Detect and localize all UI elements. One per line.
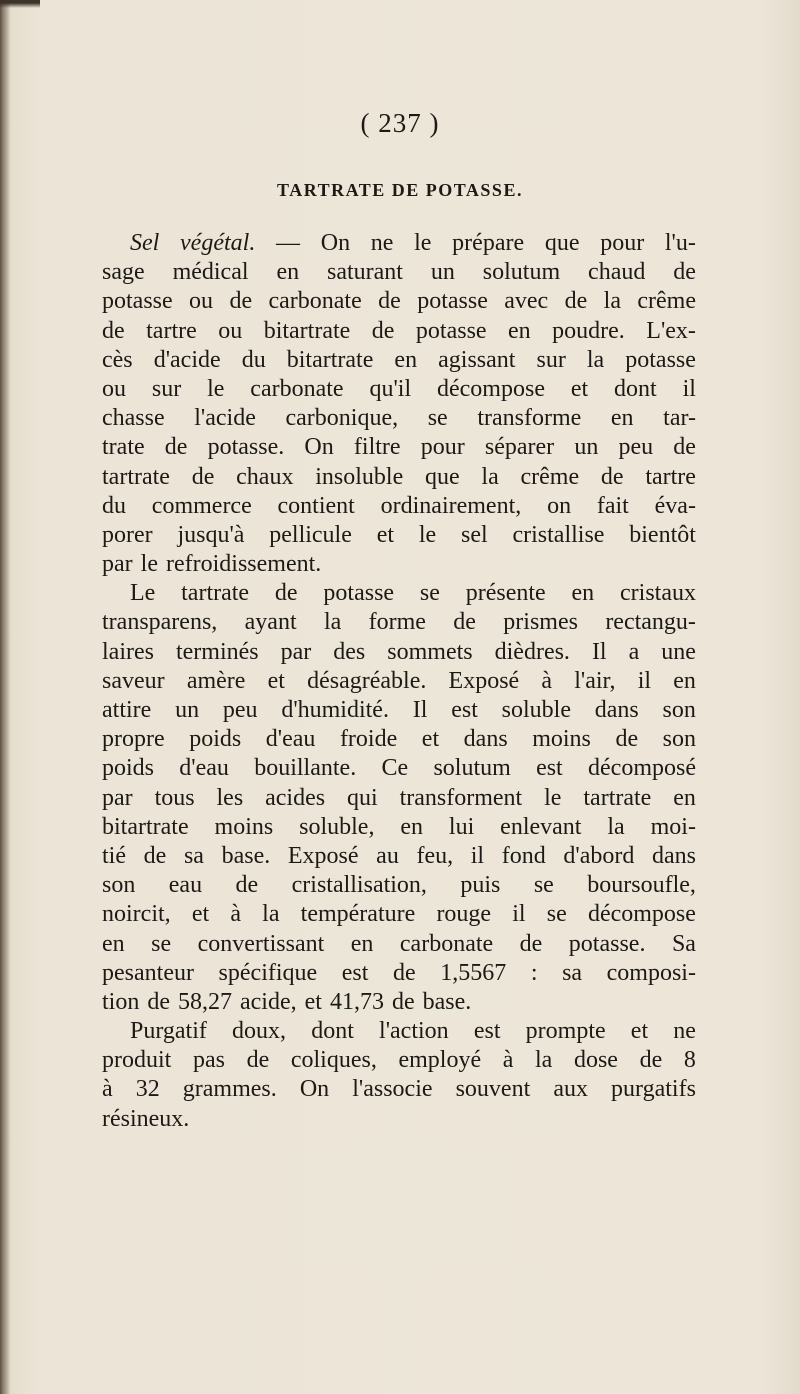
word: d'humidité. — [281, 697, 389, 723]
word: dans — [652, 842, 696, 869]
word: poudre. — [552, 317, 625, 344]
word: transparens, — [102, 609, 218, 636]
word: porer — [102, 521, 153, 548]
word: potasse. — [207, 434, 285, 461]
word: coliques, — [290, 1047, 377, 1074]
word: la — [603, 288, 621, 315]
word: L'ex- — [646, 317, 696, 344]
word: Sel — [130, 230, 160, 256]
word: le — [207, 375, 225, 402]
word: cristallise — [512, 521, 605, 548]
word: l'action — [379, 1018, 449, 1045]
text-line — [102, 492, 696, 521]
word: ne — [370, 230, 394, 256]
word: peu — [222, 697, 258, 723]
word: l'acide — [194, 405, 256, 432]
word: se — [427, 405, 448, 432]
word: bitartrate — [286, 346, 374, 373]
word: aux — [553, 1076, 588, 1103]
word: désagréable. — [307, 667, 427, 694]
word: froide — [339, 726, 398, 753]
word: de — [600, 463, 624, 490]
word: de — [147, 988, 170, 1015]
word: composi- — [606, 959, 696, 986]
word: séparer — [484, 434, 555, 461]
word: ou — [218, 317, 243, 344]
word: la — [262, 901, 280, 928]
word: à — [102, 1076, 113, 1103]
text-line — [102, 1046, 696, 1075]
word: carbonate — [399, 930, 494, 957]
word: de — [639, 1047, 663, 1074]
word: a — [628, 638, 640, 665]
word: ou — [189, 288, 214, 315]
word: carbonate — [250, 375, 344, 402]
text-line — [102, 521, 696, 550]
word: tion — [102, 988, 140, 1015]
text-line — [102, 900, 696, 929]
word: son — [662, 726, 696, 753]
word: rectangu- — [605, 609, 696, 636]
word: son — [102, 872, 136, 899]
text-line — [102, 959, 696, 988]
word: eau — [168, 872, 203, 899]
word: et — [570, 375, 589, 402]
word: bouillante. — [254, 755, 357, 782]
word: d'eau — [179, 755, 229, 782]
word: de — [164, 434, 188, 461]
word: dont — [614, 375, 657, 402]
body-text — [102, 229, 696, 1134]
word: sommets — [387, 638, 473, 665]
text-line — [102, 608, 696, 637]
word: de — [235, 872, 259, 899]
word: se — [151, 930, 172, 957]
word: prépare — [452, 230, 525, 256]
word: résineux. — [102, 1105, 190, 1132]
word: pas — [192, 1047, 225, 1074]
word: il — [637, 667, 652, 694]
word: décomposé — [588, 755, 696, 782]
text-line — [102, 287, 696, 316]
text-line — [102, 404, 696, 433]
word: Purgatif — [130, 1018, 207, 1045]
word: feu, — [416, 842, 454, 869]
word: tartre — [146, 317, 197, 344]
word: les — [216, 784, 244, 811]
word: Sa — [671, 930, 696, 957]
word: convertissant — [197, 930, 325, 957]
word: par — [280, 638, 312, 665]
word: carbonique, — [285, 405, 399, 432]
word: et — [191, 901, 210, 928]
word: prompte — [525, 1018, 606, 1045]
word: — — [276, 230, 301, 256]
word: grammes. — [182, 1076, 277, 1103]
word: transforment — [399, 784, 523, 811]
word: de — [102, 317, 125, 344]
word: employé — [398, 1047, 482, 1074]
word: un — [574, 434, 599, 461]
word: filtre — [353, 434, 401, 461]
word: de — [371, 317, 395, 344]
word: bitartrate — [102, 813, 189, 840]
word: de — [274, 580, 298, 607]
word: il — [682, 375, 696, 402]
word: trate — [102, 434, 145, 461]
word: que — [544, 230, 580, 256]
word: laires — [102, 638, 154, 665]
word: de — [143, 842, 167, 869]
text-line — [102, 463, 696, 492]
word: Il — [412, 697, 428, 723]
word: potasse — [102, 288, 173, 315]
word: au — [376, 842, 399, 869]
corner-mark — [0, 0, 40, 8]
word: en — [508, 317, 531, 344]
word: qui — [347, 784, 378, 811]
word: base. — [221, 842, 271, 869]
word: forme — [368, 609, 426, 636]
word: la — [323, 609, 342, 636]
word: bientôt — [629, 521, 696, 548]
word: présente — [465, 580, 546, 607]
text-line — [102, 317, 696, 346]
word: base. — [422, 988, 472, 1015]
word: soluble — [501, 697, 571, 723]
word: fait — [596, 492, 629, 519]
word: en — [673, 784, 696, 811]
word: solutum — [482, 259, 561, 286]
word: chaux — [236, 463, 294, 490]
word: et — [304, 988, 322, 1015]
word: se — [419, 580, 440, 607]
text-line — [102, 696, 696, 725]
word: 32 — [135, 1076, 160, 1103]
word: éva- — [654, 492, 696, 519]
word: commerce — [151, 492, 252, 519]
word: à — [541, 667, 553, 694]
word: solutum — [433, 755, 511, 782]
word: de — [453, 609, 476, 636]
section-title: TARTRATE DE POTASSE. — [277, 180, 523, 200]
binding-edge — [0, 0, 10, 1394]
word: refroidissement. — [165, 551, 322, 578]
word: du — [102, 492, 126, 519]
paragraph-usage — [102, 1017, 696, 1134]
word: tié — [102, 842, 126, 869]
word: ne — [673, 1018, 696, 1045]
text-line — [102, 229, 696, 258]
word: à — [230, 901, 241, 928]
word: est — [341, 959, 369, 986]
word: se — [533, 872, 554, 899]
word: sur — [536, 346, 566, 373]
word: un — [175, 697, 200, 723]
word: crême — [637, 288, 696, 315]
word: qu'il — [369, 375, 412, 402]
word: Exposé — [287, 842, 359, 869]
word: végétal. — [180, 230, 256, 256]
word: contient — [277, 492, 355, 519]
text-line — [102, 638, 696, 667]
word: il — [470, 842, 485, 869]
word: On — [299, 1076, 330, 1103]
word: amère — [186, 667, 246, 694]
word: se — [546, 901, 567, 928]
word: en — [394, 346, 418, 373]
word: potasse — [323, 580, 395, 607]
word: bitartrate — [263, 317, 351, 344]
word: cristallisation, — [291, 872, 427, 899]
word: il — [512, 901, 526, 928]
text-line — [102, 1075, 696, 1104]
word: de — [673, 434, 696, 461]
word: moi- — [650, 813, 696, 840]
word: Ce — [381, 755, 409, 782]
word: la — [481, 463, 499, 490]
word: dans — [594, 697, 639, 723]
page-number: ( 237 ) — [360, 108, 440, 138]
word: en — [350, 930, 374, 957]
word: transforme — [477, 405, 582, 432]
text-line — [102, 842, 696, 871]
text-line — [102, 258, 696, 287]
text-line — [102, 784, 696, 813]
word: produit — [102, 1047, 172, 1074]
text-line — [102, 550, 696, 579]
text-line — [102, 930, 696, 959]
paragraph-description — [102, 579, 696, 1017]
word: par — [102, 784, 133, 811]
word: potasse — [417, 288, 488, 315]
word: jusqu'à — [177, 521, 245, 548]
word: carbonate — [268, 288, 362, 315]
word: dièdres. — [494, 638, 570, 665]
word: on — [547, 492, 572, 519]
word: lui — [448, 813, 475, 840]
word: la — [586, 346, 605, 373]
word: sage — [102, 259, 145, 286]
word: rouge — [436, 901, 492, 928]
text-line — [102, 1105, 696, 1134]
word: peu — [618, 434, 654, 461]
word: puis — [460, 872, 501, 899]
word: enlevant — [500, 813, 582, 840]
word: décompose — [587, 901, 696, 928]
word: d'acide — [153, 346, 221, 373]
word: spécifique — [218, 959, 318, 986]
word: dans — [463, 726, 508, 753]
word: température — [300, 901, 416, 928]
text-line — [102, 433, 696, 462]
word: et — [267, 667, 285, 694]
text-line — [102, 1017, 696, 1046]
text-line — [102, 579, 696, 608]
word: On — [304, 434, 334, 461]
word: 1,5567 — [440, 959, 507, 986]
word: dose — [573, 1047, 618, 1074]
word: : — [530, 959, 538, 986]
text-line — [102, 754, 696, 783]
word: le — [414, 230, 432, 256]
word: tous — [154, 784, 195, 811]
word: moins — [532, 726, 591, 753]
word: attire — [102, 697, 152, 723]
word: avec — [504, 288, 549, 315]
text-line — [102, 375, 696, 404]
word: prismes — [503, 609, 578, 636]
word: l'u- — [664, 230, 696, 256]
word: chasse — [102, 405, 165, 432]
word: pesanteur — [102, 959, 194, 986]
paragraph-sel-vegetal — [102, 229, 696, 579]
word: fond — [501, 842, 546, 869]
word: le — [418, 521, 437, 548]
text-line — [102, 346, 696, 375]
word: de — [246, 1047, 270, 1074]
text-line — [102, 725, 696, 754]
word: son — [662, 697, 696, 723]
word: tartre — [645, 463, 696, 490]
word: de — [564, 288, 588, 315]
word: en — [102, 930, 125, 957]
word: du — [241, 346, 266, 373]
word: boursoufle, — [587, 872, 696, 899]
word: une — [661, 638, 696, 665]
word: de — [519, 930, 543, 957]
word: Le — [130, 580, 156, 607]
text-line — [102, 988, 696, 1017]
word: cès — [102, 346, 133, 373]
word: insoluble — [315, 463, 404, 490]
word: décompose — [437, 375, 545, 402]
word: Il — [591, 638, 607, 665]
word: cristaux — [620, 580, 696, 607]
word: pellicule — [269, 521, 352, 548]
word: soluble, — [299, 813, 375, 840]
word: en — [571, 580, 595, 607]
word: tartrate — [102, 463, 170, 490]
word: d'abord — [563, 842, 635, 869]
word: poids — [102, 755, 155, 782]
word: de — [393, 959, 416, 986]
word: d'eau — [265, 726, 316, 753]
word: en — [673, 667, 696, 694]
word: de — [229, 288, 253, 315]
word: potasse — [415, 317, 487, 344]
word: souvent — [455, 1076, 531, 1103]
word: et — [630, 1018, 649, 1045]
word: sa — [562, 959, 583, 986]
word: tartrate — [583, 784, 652, 811]
word: l'associe — [352, 1076, 433, 1103]
word: et — [421, 726, 440, 753]
word: de — [378, 288, 401, 315]
word: saturant — [327, 259, 403, 286]
word: sa — [183, 842, 204, 869]
text-line — [102, 667, 696, 696]
word: sur — [151, 375, 182, 402]
word: en — [610, 405, 634, 432]
word: de — [615, 726, 639, 753]
word: crême — [520, 463, 580, 490]
word: propre — [102, 726, 165, 753]
word: médical — [172, 259, 249, 286]
word: potasse — [625, 346, 696, 373]
word: dont — [311, 1018, 354, 1045]
word: agissant — [438, 346, 516, 373]
word: acides — [265, 784, 326, 811]
word: 8 — [683, 1047, 696, 1074]
word: à — [502, 1047, 514, 1074]
word: par — [102, 551, 133, 578]
word: Exposé — [448, 667, 520, 694]
word: acide, — [240, 988, 297, 1015]
word: 41,73 — [329, 988, 384, 1015]
word: ayant — [244, 609, 297, 636]
word: la — [607, 813, 625, 840]
word: en — [400, 813, 424, 840]
word: potasse. — [568, 930, 646, 957]
word: le — [140, 551, 158, 578]
word: que — [424, 463, 460, 490]
word: saveur — [102, 667, 165, 694]
text-line — [102, 813, 696, 842]
word: On — [320, 230, 351, 256]
word: ordinairement, — [380, 492, 522, 519]
word: chaud — [588, 259, 646, 286]
word: est — [451, 697, 478, 723]
word: pour — [420, 434, 465, 461]
word: 58,27 — [178, 988, 232, 1015]
word: de — [673, 259, 696, 286]
word: de — [391, 988, 415, 1015]
word: un — [430, 259, 455, 286]
word: terminés — [175, 638, 259, 665]
word: de — [191, 463, 215, 490]
word: est — [473, 1018, 501, 1045]
word: est — [536, 755, 563, 782]
word: des — [333, 638, 366, 665]
word: poids — [189, 726, 242, 753]
word: sel — [460, 521, 488, 548]
word: moins — [214, 813, 274, 840]
word: purgatifs — [611, 1076, 696, 1103]
text-line — [102, 871, 696, 900]
word: ou — [102, 375, 126, 402]
word: la — [535, 1047, 553, 1074]
word: et — [376, 521, 395, 548]
word: le — [544, 784, 562, 811]
word: en — [276, 259, 300, 286]
word: tar- — [663, 405, 696, 432]
word: pour — [600, 230, 645, 256]
word: tartrate — [181, 580, 250, 607]
word: l'air, — [574, 667, 616, 694]
word: noircit, — [102, 901, 171, 928]
word: doux, — [232, 1018, 287, 1045]
